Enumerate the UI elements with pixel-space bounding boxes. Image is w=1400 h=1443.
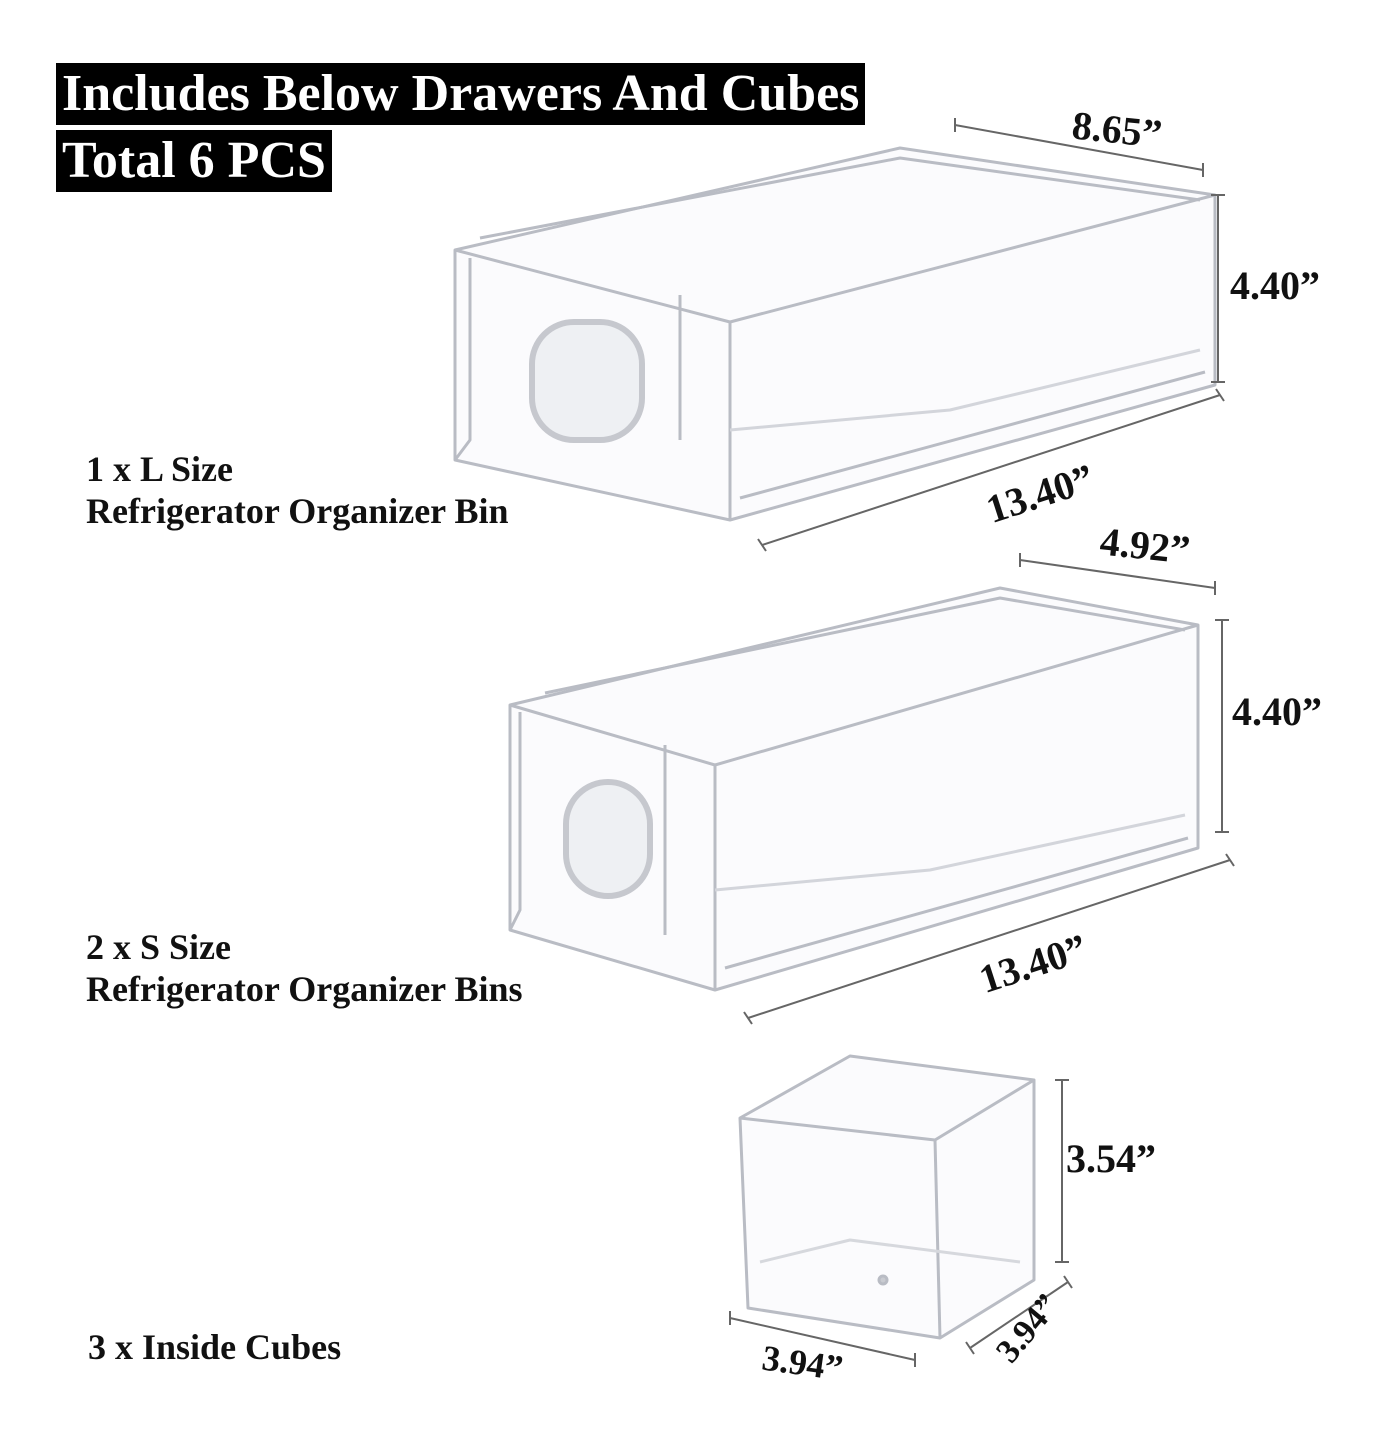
small-drawer-illustration xyxy=(510,588,1198,990)
small-bin-qty-label: 2 x S Size xyxy=(86,927,232,967)
large-bin-length-dimension: 13.40” xyxy=(980,455,1100,532)
cube-height-dimension: 3.54” xyxy=(1066,1136,1156,1181)
small-bin-height-dimension: 4.40” xyxy=(1232,689,1322,734)
large-bin-name-label: Refrigerator Organizer Bin xyxy=(86,491,509,531)
large-bin-width-dimension: 8.65” xyxy=(1069,102,1165,157)
large-bin-qty-label: 1 x L Size xyxy=(86,449,234,489)
cube-width-dimension: 3.94” xyxy=(759,1337,846,1389)
cube-depth-dimension: 3.94” xyxy=(989,1287,1067,1370)
small-bin-width-dimension: 4.92” xyxy=(1097,518,1193,573)
large-bin-height-dimension: 4.40” xyxy=(1230,263,1320,308)
cube-illustration xyxy=(740,1056,1034,1338)
header-banner-line2: Total 6 PCS xyxy=(56,130,332,192)
large-drawer-illustration xyxy=(455,148,1215,520)
small-bin-name-label: Refrigerator Organizer Bins xyxy=(86,969,523,1009)
small-height-dimension-line xyxy=(1215,620,1229,832)
cube-qty-label: 3 x Inside Cubes xyxy=(88,1327,342,1367)
small-bin-length-dimension: 13.40” xyxy=(973,925,1093,1002)
header-banner-line1: Includes Below Drawers And Cubes xyxy=(56,63,865,125)
